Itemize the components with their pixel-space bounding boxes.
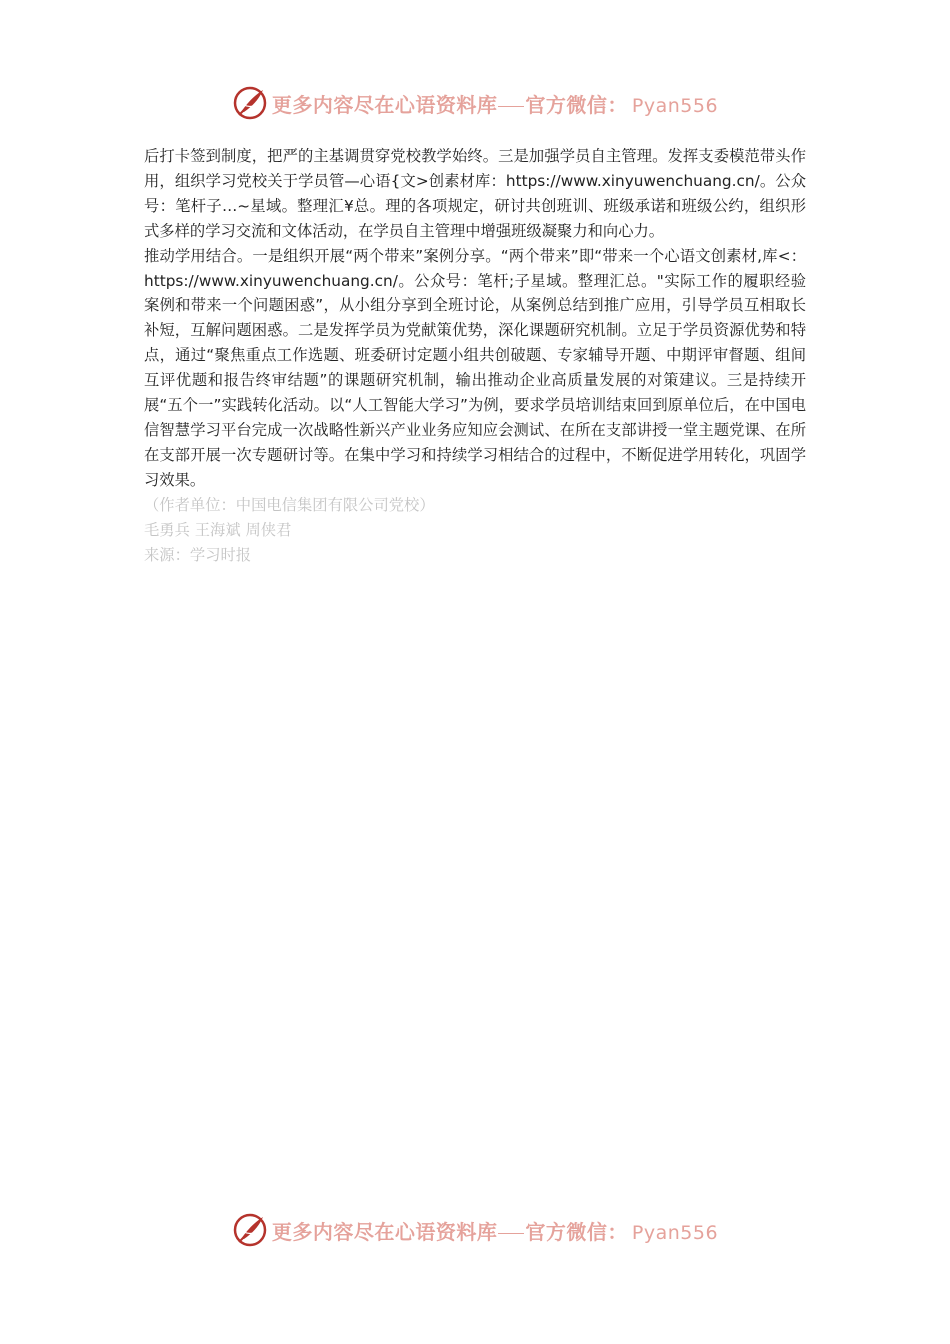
- author-names: 毛勇兵 王海斌 周侠君: [144, 520, 292, 539]
- paragraph-study-application: 推动学用结合。一是组织开展“两个带来”案例分享。“两个带来”即“带来一个心语文创素材,库<：https://www.xinyuwenchuang.cn/。公众号：笔杆;子星域。整理汇总。"实际工作的履职经验案例和带来一个问题困惑”，从小组分享到全班讨论，从案例总结到推广应用，引导学员互相取长补短，互解问题困惑。二是发挥学员为党献策优势，深化课题研究机制。立足于学员资源优势和特点，通过“聚焦重点工作选题、班委研讨定题小组共创破题、专家辅导开题、中期评审督题、组间互评优题和报告终审结题”的课题研究机制，输出推动企业高质量发展的对策建议。三是持续开展“五个一”实践转化活动。以“人工智能大学习”为例，要求学员培训结束回到原单位后，在中国电信智慧学习平台完成一次战略性新兴产业业务应知应会测试、在所在支部讲授一堂主题党课、在所在支部开展一次专题研讨等。在集中学习和持续学习相结合的过程中，不断促进学用转化，巩固学习效果。: [144, 246, 806, 489]
- brand-slogan: [272, 89, 718, 118]
- brand-dash: [498, 1233, 524, 1234]
- header-banner: [0, 81, 950, 125]
- wechat-label: 官方微信：: [525, 92, 628, 117]
- paragraph-management: 后打卡签到制度，把严的主基调贯穿党校教学始终。三是加强学员自主管理。发挥支委模范带头作用，组织学习党校关于学员管—心语{文>创素材库：https://www.xinyuwenchuang.cn/。公众号：笔杆子…~星域。整理汇¥总。理的各项规定，研讨共创班训、班级承诺和班级公约，组织形式多样的学习交流和文体活动，在学员自主管理中增强班级凝聚力和向心力。: [144, 147, 806, 240]
- article-source: 来源：学习时报: [144, 545, 252, 564]
- brand-dash: [498, 106, 524, 107]
- brand-text: 更多内容尽在心语资料库: [271, 1219, 498, 1244]
- brand-slogan: [272, 1216, 718, 1245]
- wechat-label: 官方微信：: [525, 1219, 628, 1244]
- quill-logo-icon: [232, 1212, 268, 1248]
- wechat-handle: Pyan556: [631, 1221, 719, 1244]
- article-body: [144, 144, 806, 567]
- brand-text: 更多内容尽在心语资料库: [271, 92, 498, 117]
- article-footer: [144, 493, 806, 568]
- quill-logo-icon: [232, 85, 268, 121]
- author-affiliation: （作者单位：中国电信集团有限公司党校）: [144, 495, 435, 514]
- wechat-handle: Pyan556: [631, 94, 719, 117]
- footer-banner: [0, 1208, 950, 1252]
